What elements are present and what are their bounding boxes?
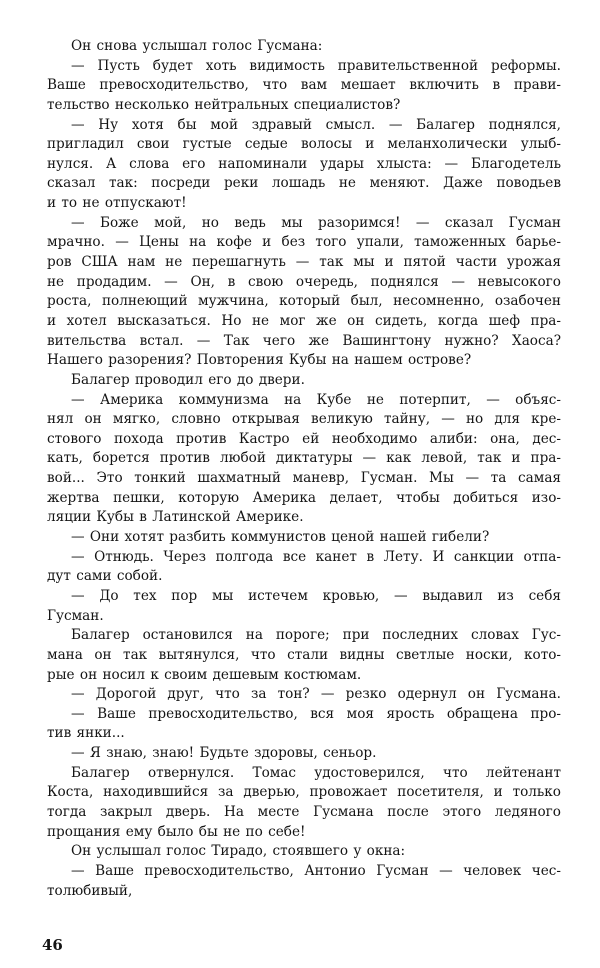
text-line: тогда закрыл дверь. На месте Гусмана после этого ледяного: [47, 803, 561, 820]
text-line: ляции Кубы в Латинской Америке.: [47, 509, 304, 526]
text-line: и то не отпускают!: [47, 195, 187, 212]
text-line: рые он носил к своим дешевым костюмам.: [47, 666, 362, 683]
text-line: тельство несколько нейтральных специалистов?: [47, 96, 401, 113]
text-line: Коста, находившийся за дверью, провожает посетителя, и только: [47, 784, 561, 801]
text-line: — Они хотят разбить коммунистов ценой нашей гибели?: [71, 529, 490, 546]
text-line: вительства встал. — Так чего же Вашингтону нужно? Хаоса?: [47, 332, 561, 349]
text-line: вой... Это тонкий шахматный маневр, Гусман. Мы — та самая: [47, 470, 561, 487]
text-line: — Ваше превосходительство, Антонио Гусман — человек чес-: [71, 862, 561, 879]
text-line: сказал так: посреди реки лошадь не меняют. Даже поводьев: [47, 175, 561, 192]
text-line: — Ну хотя бы мой здравый смысл. — Балагер поднялся,: [71, 116, 561, 133]
text-line: стового похода против Кастро ей необходимо алиби: она, дес-: [47, 430, 561, 447]
text-line: пригладил свои густые седые волосы и меланхолически улыб-: [47, 136, 561, 153]
text-line: Балагер проводил его до двери.: [71, 371, 305, 388]
text-line: Он снова услышал голос Гусмана:: [71, 38, 323, 54]
text-line: — До тех пор мы истечем кровью, — выдавил из себя: [71, 587, 561, 604]
text-line: жертва пешки, которую Америка делает, чтобы добиться изо-: [47, 489, 561, 506]
text-line: — Я знаю, знаю! Будьте здоровы, сеньор.: [71, 745, 377, 762]
text-line: Он услышал голос Тирадо, стоявшего у окна:: [71, 843, 406, 860]
text-line: — Боже мой, но ведь мы разоримся! — сказал Гусман: [71, 214, 561, 231]
text-line: Балагер остановился на пороге; при последних словах Гус-: [71, 627, 561, 644]
text-line: Ваше превосходительство, что вам мешает включить в прави-: [47, 77, 561, 94]
text-line: — Отнюдь. Через полгода все канет в Лету. И санкции отпа-: [71, 548, 561, 565]
text-line: мрачно. — Цены на кофе и без того упали, таможенных барье-: [47, 234, 561, 251]
text-line: Балагер отвернулся. Томас удостоверился, что лейтенант: [71, 764, 561, 781]
text-line: дут сами собой.: [47, 568, 163, 585]
text-line: нял он мягко, словно открывая великую тайну, — но для кре-: [47, 411, 561, 428]
text-line: роста, полнеющий мужчина, который был, несомненно, озабочен: [47, 293, 561, 310]
text-line: — Пусть будет хоть видимость правительственной реформы.: [71, 57, 561, 74]
text-line: — Америка коммунизма на Кубе не потерпит, — объяс-: [71, 391, 561, 408]
text-line: ров США нам не перешагнуть — так мы и пятой части урожая: [47, 254, 561, 271]
text-line: нулся. А слова его напоминали удары хлыста: — Благодетель: [47, 155, 561, 172]
text-line: тив янки...: [47, 725, 125, 742]
text-line: — Ваше превосходительство, вся моя ярость обращена про-: [71, 705, 561, 722]
text-line: мана он так вытянулся, что стали видны светлые носки, кото-: [47, 646, 561, 663]
text-line: прощания ему было бы не по себе!: [47, 823, 306, 840]
book-page-text: [47, 37, 561, 901]
text-line: толюбивый,: [47, 882, 133, 899]
page-number: 46: [42, 936, 63, 954]
text-line: — Дорогой друг, что за тон? — резко одернул он Гусмана.: [71, 686, 561, 703]
text-line: и хотел высказаться. Но не мог же он сидеть, когда шеф пра-: [47, 312, 561, 329]
text-line: кать, борется против любой диктатуры — как левой, так и пра-: [47, 450, 561, 467]
text-line: не продадим. — Он, в свою очередь, поднялся — невысокого: [47, 273, 561, 290]
text-line: Гусман.: [47, 607, 104, 624]
text-line: Нашего разорения? Повторения Кубы на нашем острове?: [47, 352, 472, 369]
